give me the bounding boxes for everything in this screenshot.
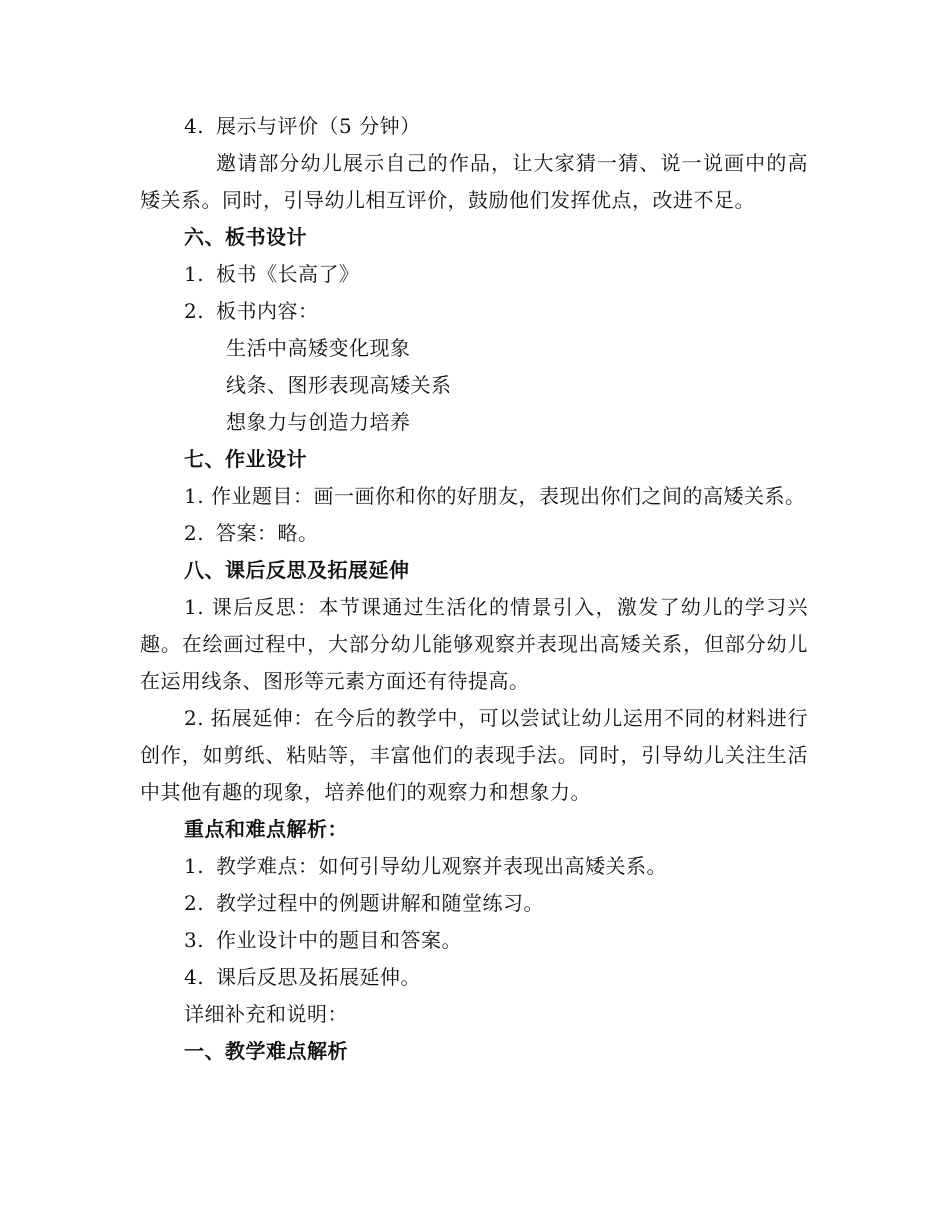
item-text: 答案：略。: [216, 521, 319, 545]
item-number: 4.: [184, 114, 205, 138]
item-text: 板书《长高了》: [216, 262, 360, 286]
item-number: 3.: [184, 928, 205, 952]
paragraph: 2. 拓展延伸：在今后的教学中，可以尝试让幼儿运用不同的材料进行创作，如剪纸、粘贴等，丰富他们的表现手法。同时，引导幼儿关注生活中其他有趣的现象，培养他们的观察力和想象力。: [140, 706, 808, 804]
item-number: 1.: [184, 262, 205, 286]
item-number: 1.: [184, 854, 205, 878]
sub-list-item: 生活中高矮变化现象: [226, 336, 411, 360]
list-item: [140, 108, 808, 145]
paragraph: 1. 作业题目：画一画你和你的好朋友，表现出你们之间的高矮关系。: [184, 484, 806, 508]
item-number: 2.: [184, 299, 205, 323]
list-item: [140, 256, 808, 293]
paragraph: 邀请部分幼儿展示自己的作品，让大家猜一猜、说一说画中的高矮关系。同时，引导幼儿相互评价，鼓励他们发挥优点，改进不足。: [140, 151, 808, 212]
list-item: [140, 293, 808, 330]
sub-list-item: 线条、图形表现高矮关系: [226, 373, 452, 397]
section-heading: 一、教学难点解析: [184, 1039, 348, 1063]
section-heading: 六、板书设计: [184, 225, 307, 249]
document-content: [140, 108, 808, 1070]
item-text: 作业设计中的题目和答案。: [216, 928, 462, 952]
sub-list-item: 想象力与创造力培养: [226, 410, 411, 434]
list-item: [140, 885, 808, 922]
item-number: 4.: [184, 965, 205, 989]
list-item: [140, 515, 808, 552]
list-item: [140, 848, 808, 885]
item-number: 2.: [184, 521, 205, 545]
item-text: 展示与评价（5 分钟）: [216, 114, 421, 138]
item-text: 教学过程中的例题讲解和随堂练习。: [216, 891, 544, 915]
item-text: 教学难点：如何引导幼儿观察并表现出高矮关系。: [216, 854, 667, 878]
section-heading: 重点和难点解析：: [184, 817, 348, 841]
section-heading: 七、作业设计: [184, 447, 307, 471]
paragraph: 1. 课后反思：本节课通过生活化的情景引入，激发了幼儿的学习兴趣。在绘画过程中，大部分幼儿能够观察并表现出高矮关系，但部分幼儿在运用线条、图形等元素方面还有待提高。: [140, 595, 808, 693]
supplement-label: 详细补充和说明：: [184, 1002, 348, 1026]
section-heading: 八、课后反思及拓展延伸: [184, 558, 410, 582]
item-text: 板书内容：: [216, 299, 319, 323]
item-text: 课后反思及拓展延伸。: [216, 965, 421, 989]
list-item: [140, 922, 808, 959]
item-number: 2.: [184, 891, 205, 915]
list-item: [140, 959, 808, 996]
